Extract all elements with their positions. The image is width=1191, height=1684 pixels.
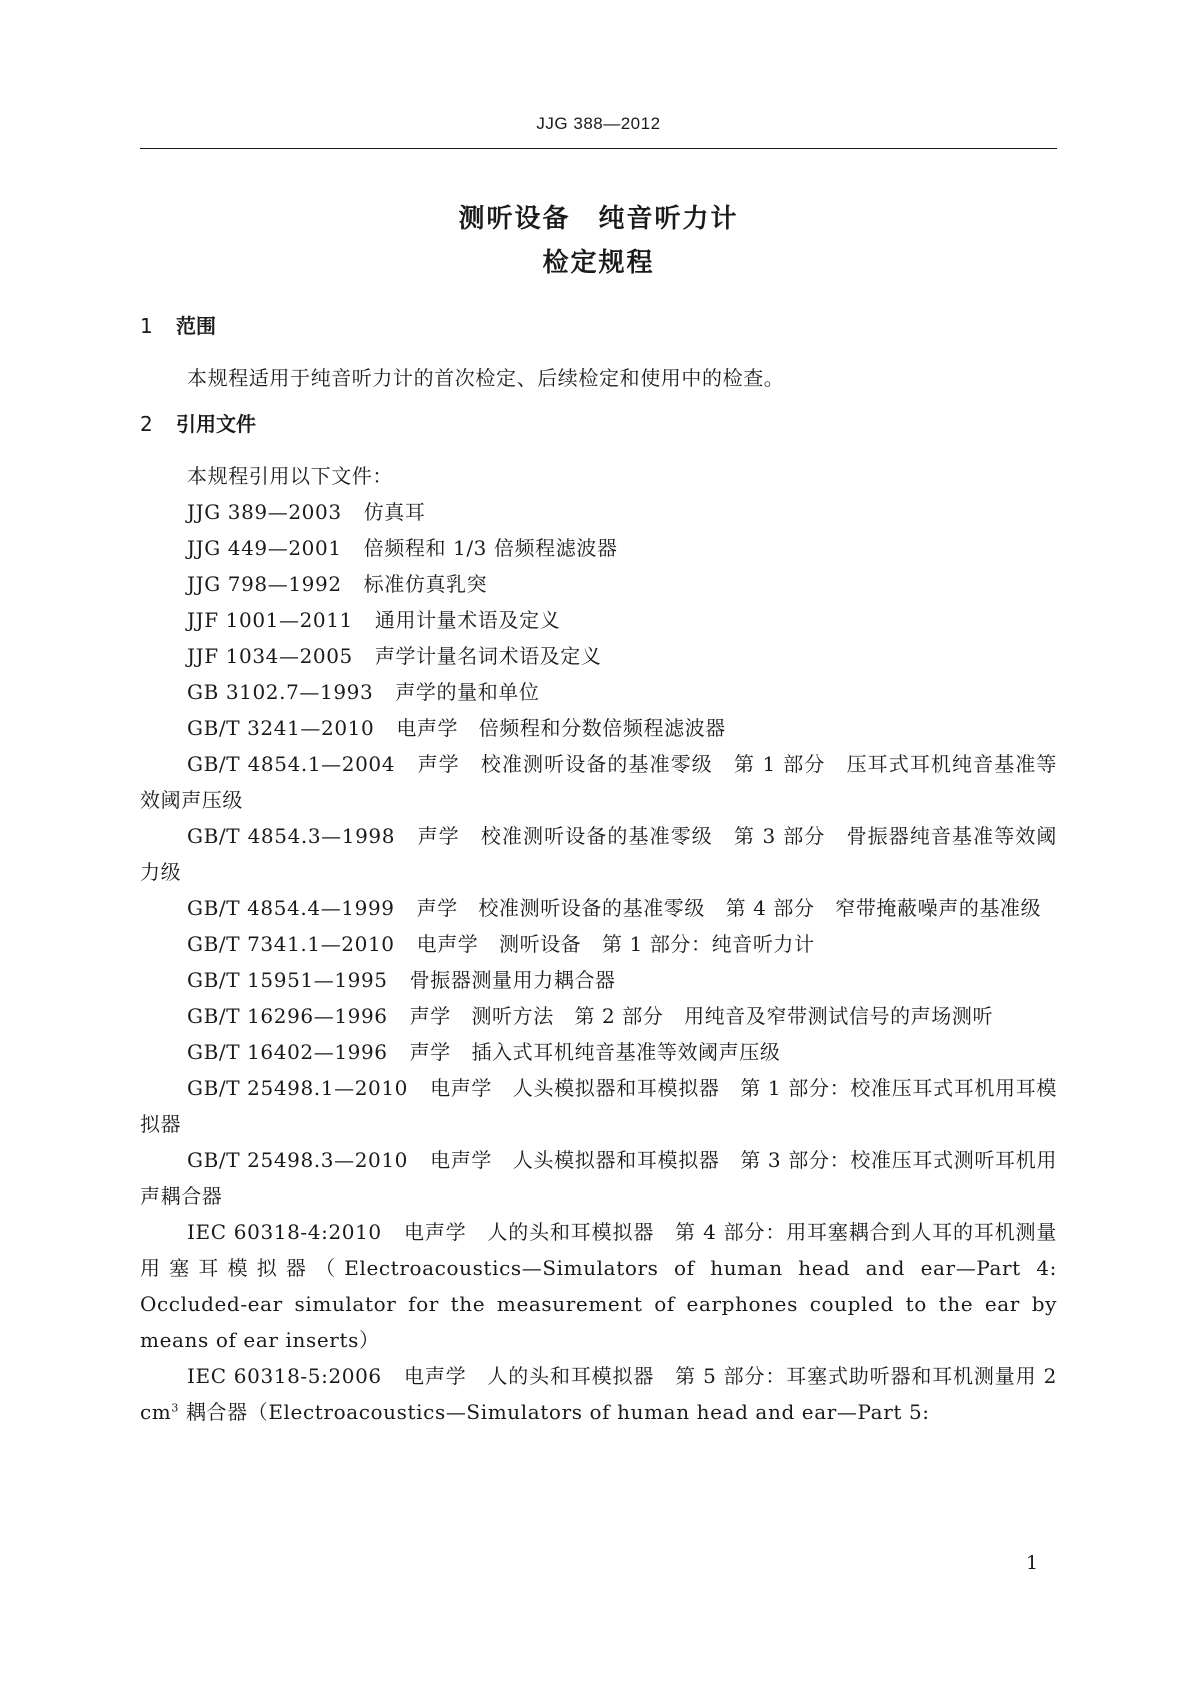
- document-code-header: JJG 388—2012: [536, 114, 661, 133]
- reference-title: 声学的量和单位: [395, 680, 540, 704]
- reference-item: [140, 638, 1057, 674]
- reference-item: [140, 998, 1057, 1034]
- reference-item: [140, 890, 1057, 926]
- section-title: 引用文件: [176, 412, 256, 436]
- reference-code: GB/T 4854.3—1998: [187, 824, 396, 848]
- reference-code: IEC 60318-4:2010: [187, 1220, 382, 1244]
- reference-title: 声学计量名词术语及定义: [374, 644, 602, 668]
- reference-code: GB/T 4854.1—2004: [187, 752, 396, 776]
- reference-item: [140, 926, 1057, 962]
- paragraph: 本规程适用于纯音听力计的首次检定、后续检定和使用中的检查。: [187, 366, 785, 390]
- section-number: 1: [140, 314, 153, 338]
- header-rule: [140, 148, 1057, 149]
- reference-title: 标准仿真乳突: [363, 572, 488, 596]
- reference-title: 倍频程和 1/3 倍频程滤波器: [363, 536, 618, 560]
- references-list: [140, 458, 1057, 1430]
- reference-code: GB/T 3241—2010: [187, 716, 375, 740]
- reference-item: [140, 710, 1057, 746]
- section-heading-scope: [140, 312, 216, 340]
- reference-title: 电声学 测听设备 第 1 部分：纯音听力计: [416, 932, 815, 956]
- section-number: 2: [140, 412, 153, 436]
- reference-item: [140, 1214, 1057, 1358]
- reference-code: IEC 60318-5:2006: [187, 1364, 382, 1388]
- reference-code: JJG 449—2001: [187, 536, 342, 560]
- section-heading-references: [140, 410, 256, 438]
- reference-title: 声学 插入式耳机纯音基准等效阈声压级: [409, 1040, 781, 1064]
- reference-title: 仿真耳: [363, 500, 426, 524]
- reference-item: [140, 962, 1057, 998]
- reference-item: [140, 530, 1057, 566]
- reference-code: GB/T 7341.1—2010: [187, 932, 395, 956]
- reference-code: GB/T 15951—1995: [187, 968, 388, 992]
- reference-title: 电声学 人的头和耳模拟器 第 4 部分：用耳塞耦合到人耳的耳机测量用塞耳模拟器（Electroacoustics—Simulators of human head and ear—Part 4: Occluded-ear simulator for the measurement of earphones coupled to the ear by means of ear inserts）: [140, 1220, 1057, 1352]
- reference-item: [140, 746, 1057, 818]
- reference-code: GB/T 4854.4—1999: [187, 896, 395, 920]
- reference-code: GB/T 16402—1996: [187, 1040, 388, 1064]
- reference-item: [140, 674, 1057, 710]
- reference-code: JJF 1034—2005: [187, 644, 353, 668]
- document-subtitle: 检定规程: [542, 248, 655, 278]
- section-body-scope: [140, 360, 1057, 396]
- reference-title: 通用计量术语及定义: [374, 608, 561, 632]
- reference-title: 电声学 人头模拟器和耳模拟器 第 1 部分：校准压耳式耳机用耳模拟器: [140, 1076, 1058, 1136]
- reference-title: 声学 校准测听设备的基准零级 第 1 部分 压耳式耳机纯音基准等效阈声压级: [140, 752, 1058, 812]
- reference-title: 电声学 人的头和耳模拟器 第 5 部分：耳塞式助听器和耳机测量用 2 cm: [140, 1364, 1057, 1424]
- reference-title: 声学 校准测听设备的基准零级 第 3 部分 骨振器纯音基准等效阈力级: [140, 824, 1058, 884]
- document-title: 测听设备 纯音听力计: [458, 204, 739, 234]
- reference-item: [140, 1070, 1057, 1142]
- reference-item: [140, 566, 1057, 602]
- reference-code: JJG 389—2003: [187, 500, 342, 524]
- superscript-cubed: 3: [171, 1401, 179, 1415]
- reference-title: 声学 校准测听设备的基准零级 第 4 部分 窄带掩蔽噪声的基准级: [416, 896, 1042, 920]
- reference-item: [140, 602, 1057, 638]
- reference-item: [140, 1034, 1057, 1070]
- reference-code: JJG 798—1992: [187, 572, 342, 596]
- reference-title: 声学 测听方法 第 2 部分 用纯音及窄带测试信号的声场测听: [409, 1004, 994, 1028]
- references-intro: 本规程引用以下文件：: [187, 464, 393, 488]
- reference-code: GB/T 25498.3—2010: [187, 1148, 408, 1172]
- reference-title: 骨振器测量用力耦合器: [409, 968, 616, 992]
- reference-title: 电声学 人头模拟器和耳模拟器 第 3 部分：校准压耳式测听耳机用声耦合器: [140, 1148, 1058, 1208]
- reference-code: JJF 1001—2011: [187, 608, 353, 632]
- reference-code: GB/T 25498.1—2010: [187, 1076, 408, 1100]
- reference-item: [140, 1358, 1057, 1430]
- reference-title-continued: 耦合器（Electroacoustics—Simulators of human head and ear—Part 5:: [178, 1400, 930, 1424]
- reference-code: GB 3102.7—1993: [187, 680, 374, 704]
- reference-title: 电声学 倍频程和分数倍频程滤波器: [396, 716, 726, 740]
- reference-item: [140, 494, 1057, 530]
- section-title: 范围: [176, 314, 216, 338]
- reference-code: GB/T 16296—1996: [187, 1004, 388, 1028]
- reference-item: [140, 1142, 1057, 1214]
- reference-item: [140, 818, 1057, 890]
- page-number: 1: [1026, 1552, 1039, 1574]
